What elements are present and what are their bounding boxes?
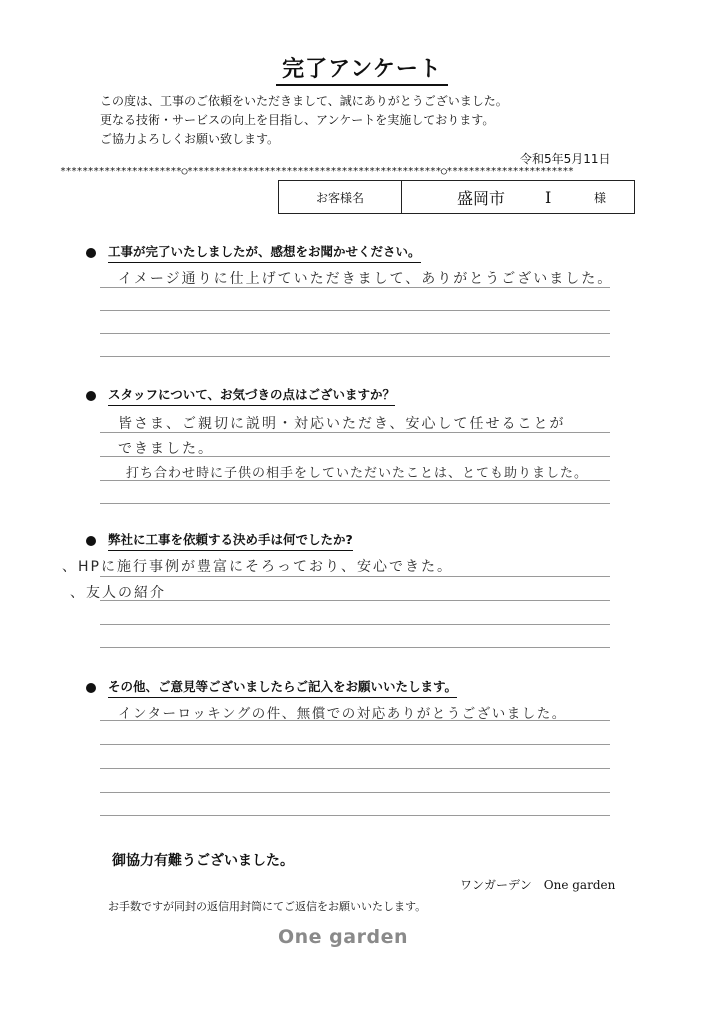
- bullet-icon: [86, 536, 96, 546]
- footer-note: お手数ですが同封の返信用封筒にてご返信をお願いいたします。: [108, 900, 427, 913]
- answer-rule: [100, 720, 610, 721]
- answer-2-line-3: 打ち合わせ時に子供の相手をしていただいたことは、とても助りました。: [126, 466, 589, 481]
- answer-rule: [100, 600, 610, 601]
- answer-rule: [100, 576, 610, 577]
- question-text: スタッフについて、お気づきの点はございますか？: [108, 385, 395, 406]
- answer-rule: [100, 287, 610, 288]
- question-text: その他、ご意見等ございましたらご記入をお願いいたします。: [108, 677, 457, 698]
- question-4: [86, 677, 457, 698]
- customer-initial: I: [545, 187, 552, 207]
- customer-city: 盛岡市: [457, 188, 506, 208]
- question-2: [86, 385, 395, 406]
- separator: **********************○**********************************************○***********************: [60, 166, 574, 177]
- answer-rule: [100, 503, 610, 504]
- bullet-icon: [86, 391, 96, 401]
- answer-rule: [100, 624, 610, 625]
- customer-honorific: 様: [594, 190, 607, 205]
- answer-rule: [100, 815, 610, 816]
- answer-1-line-1: イメージ通りに仕上げていただきまして、ありがとうございました。: [118, 271, 614, 287]
- answer-rule: [100, 432, 610, 433]
- answer-rule: [100, 356, 610, 357]
- answer-rule: [100, 744, 610, 745]
- customer-label: お客様名: [279, 181, 402, 213]
- bullet-icon: [86, 683, 96, 693]
- intro-text: [100, 92, 508, 149]
- page-title: 完了アンケート: [0, 52, 724, 83]
- answer-rule: [100, 647, 610, 648]
- question-3: [86, 530, 353, 551]
- answer-3-line-2: 、友人の紹介: [70, 585, 166, 601]
- answer-rule: [100, 333, 610, 334]
- intro-line: 更なる技術・サービスの向上を目指し、アンケートを実施しております。: [100, 113, 495, 127]
- intro-line: ご協力よろしくお願い致します。: [100, 132, 280, 146]
- intro-line: この度は、工事のご依頼をいただきまして、誠にありがとうございました。: [100, 94, 508, 108]
- answer-2-line-1: 皆さま、ご親切に説明・対応いただき、安心して任せることが: [118, 416, 566, 432]
- thanks-text: 御協力有難うございました。: [112, 853, 294, 869]
- date: 令和5年5月11日: [520, 152, 611, 166]
- company-name: ワンガーデン One garden: [460, 878, 616, 892]
- bullet-icon: [86, 248, 96, 258]
- customer-value: [402, 181, 594, 213]
- question-1: [86, 242, 421, 263]
- answer-rule: [100, 480, 610, 481]
- answer-rule: [100, 768, 610, 769]
- answer-rule: [100, 792, 610, 793]
- answer-rule: [100, 456, 610, 457]
- answer-rule: [100, 310, 610, 311]
- customer-name-box: [278, 180, 635, 214]
- question-text: 弊社に工事を依頼する決め手は何でしたか?: [108, 530, 353, 551]
- answer-2-line-2: できました。: [118, 441, 214, 457]
- answer-3-line-1: 、HPに施行事例が豊富にそろっており、安心できた。: [62, 559, 453, 575]
- answer-4-line-1: インターロッキングの件、無償での対応ありがとうございました。: [118, 706, 567, 722]
- question-text: 工事が完了いたしましたが、感想をお聞かせください。: [108, 242, 421, 263]
- company-logo: One garden: [278, 926, 408, 948]
